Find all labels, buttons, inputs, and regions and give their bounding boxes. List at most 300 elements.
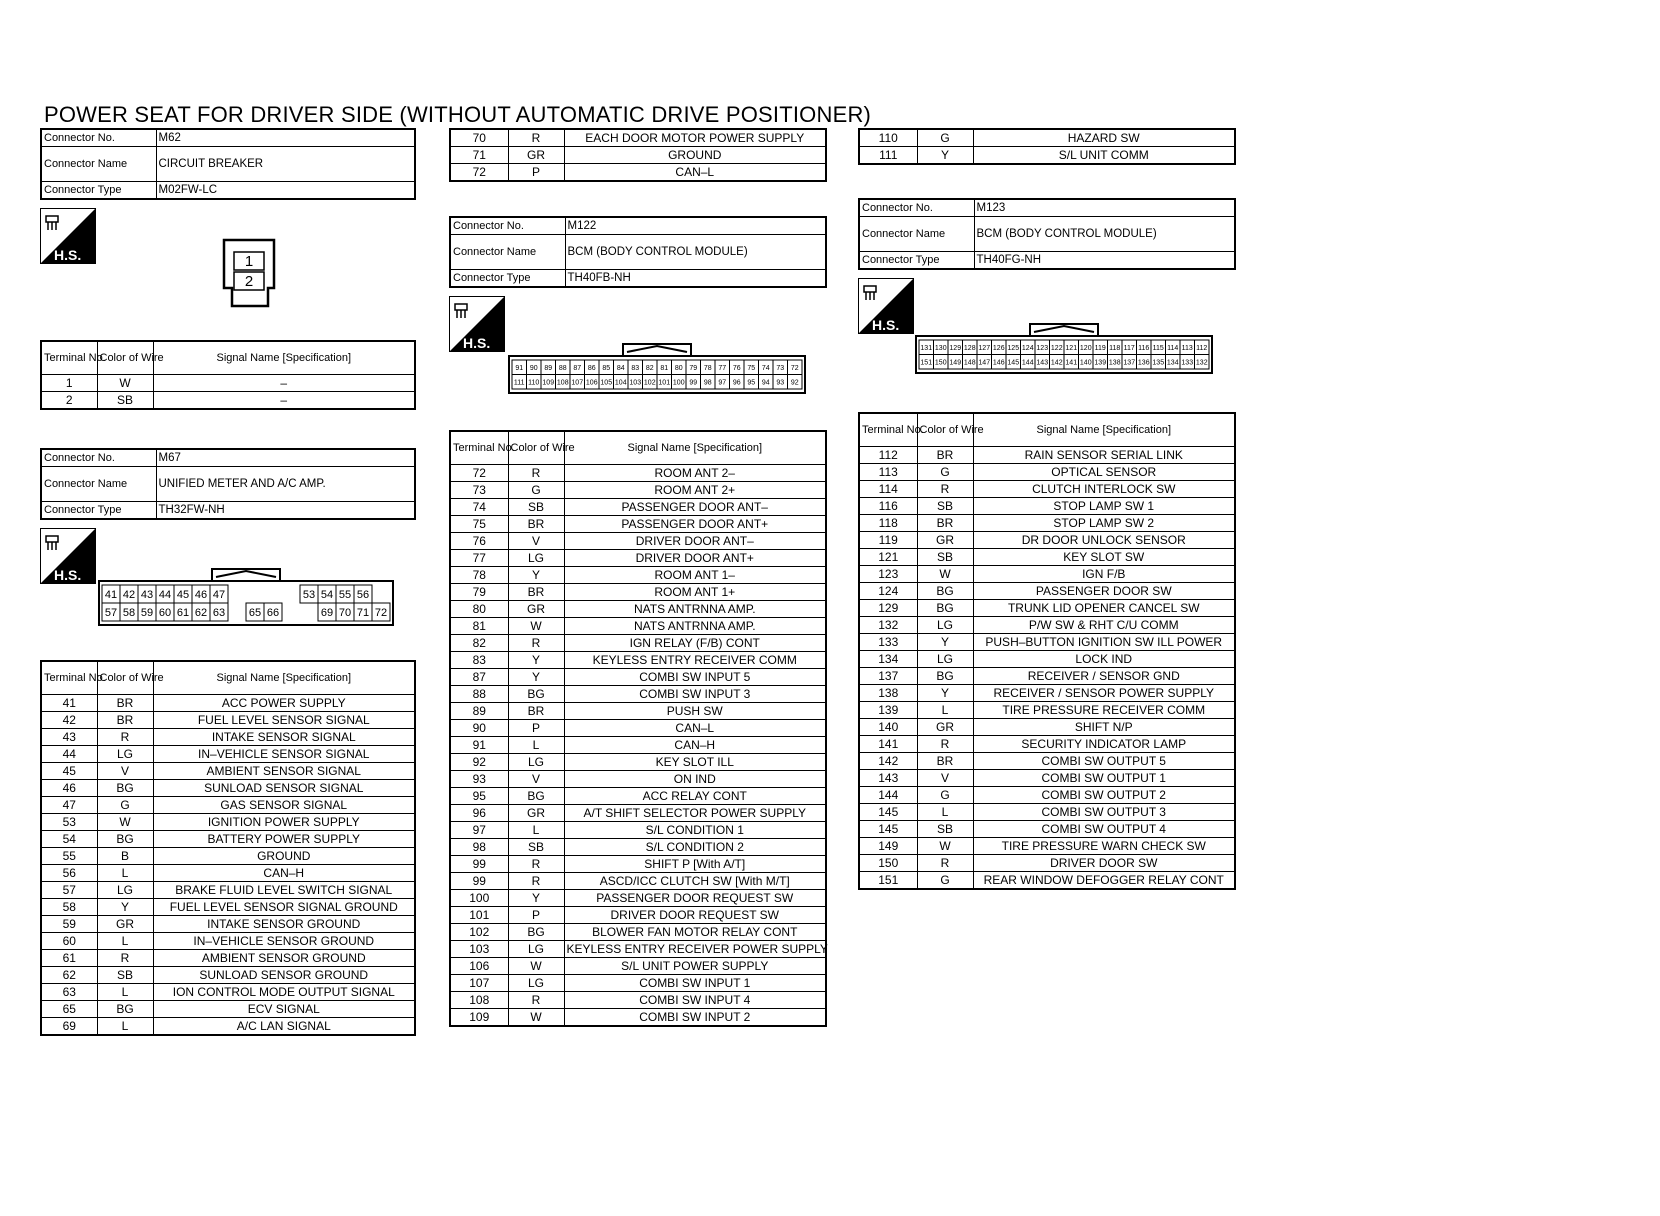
- terminal-no-cell: 80: [450, 601, 508, 618]
- wire-color-cell: LG: [508, 550, 564, 567]
- terminal-row: [859, 129, 1235, 147]
- wire-color-cell: GR: [917, 719, 973, 736]
- signal-name-cell: COMBI SW INPUT 1: [564, 975, 826, 992]
- hs-label: H.S.: [54, 247, 82, 263]
- signal-name-cell: COMBI SW OUTPUT 3: [973, 804, 1235, 821]
- wire-color-cell: BR: [917, 753, 973, 770]
- terminal-no-cell: 60: [41, 933, 97, 950]
- connector-name-label: Connector Name: [41, 147, 156, 182]
- pin-label: 59: [140, 606, 154, 619]
- connector-no-value: M123: [974, 199, 1235, 217]
- signal-name-cell: –: [153, 375, 415, 392]
- terminal-row: [450, 516, 826, 533]
- pin-label: 75: [747, 364, 756, 372]
- terminal-no-cell: 63: [41, 984, 97, 1001]
- signal-name-cell: FUEL LEVEL SENSOR SIGNAL GROUND: [153, 899, 415, 916]
- terminal-row: [450, 907, 826, 924]
- terminal-row: [41, 746, 415, 763]
- pin-label: 56: [356, 588, 370, 601]
- signal-name-cell: A/C LAN SIGNAL: [153, 1018, 415, 1036]
- wire-color-cell: LG: [97, 746, 153, 763]
- pin-label: 76: [732, 364, 741, 372]
- terminal-row: [450, 584, 826, 601]
- pin-label: 94: [761, 379, 770, 387]
- terminal-row: [859, 147, 1235, 165]
- pin-label: 139: [1094, 359, 1107, 367]
- wire-color-cell: BG: [508, 924, 564, 941]
- terminal-no-cell: 65: [41, 1001, 97, 1018]
- pin-label: 137: [1123, 359, 1136, 367]
- terminal-row: [859, 787, 1235, 804]
- pin-label: 141: [1065, 359, 1078, 367]
- signal-header: Signal Name [Specification]: [564, 431, 826, 465]
- terminal-no-cell: 107: [450, 975, 508, 992]
- wire-color-cell: B: [97, 848, 153, 865]
- signal-name-cell: COMBI SW OUTPUT 4: [973, 821, 1235, 838]
- terminal-no-cell: 95: [450, 788, 508, 805]
- pin-label: 102: [643, 379, 656, 387]
- signal-name-cell: EACH DOOR MOTOR POWER SUPPLY: [564, 129, 826, 147]
- wire-color-cell: Y: [97, 899, 153, 916]
- wire-color-cell: R: [97, 950, 153, 967]
- pin-label: 66: [266, 606, 280, 619]
- pin-label: 95: [747, 379, 756, 387]
- terminal-no-cell: 76: [450, 533, 508, 550]
- terminal-no-cell: 144: [859, 787, 917, 804]
- pin-label: 1: [244, 253, 254, 270]
- terminal-row: [859, 600, 1235, 617]
- pin-label: 73: [776, 364, 785, 372]
- pin-label: 136: [1137, 359, 1150, 367]
- pin-label: 57: [104, 606, 118, 619]
- terminal-row: [450, 771, 826, 788]
- terminal-row: [859, 702, 1235, 719]
- wire-color-cell: R: [508, 856, 564, 873]
- wire-color-cell: GR: [508, 147, 564, 164]
- wire-color-cell: R: [508, 465, 564, 482]
- page-title: POWER SEAT FOR DRIVER SIDE (WITHOUT AUTOMATIC DRIVE POSITIONER): [44, 102, 872, 127]
- pin-label: 116: [1138, 344, 1150, 352]
- pin-label: 138: [1108, 359, 1121, 367]
- terminal-no-cell: 45: [41, 763, 97, 780]
- signal-name-cell: HAZARD SW: [973, 129, 1235, 147]
- terminal-row: [450, 686, 826, 703]
- wire-color-cell: Y: [917, 685, 973, 702]
- terminal-no-cell: 134: [859, 651, 917, 668]
- pin-label: 130: [934, 344, 947, 352]
- pin-label: 92: [790, 379, 799, 387]
- terminal-row: [859, 498, 1235, 515]
- pin-label: 131: [920, 344, 933, 352]
- terminal-row: [41, 865, 415, 882]
- pin-label: 126: [992, 344, 1005, 352]
- terminal-row: [450, 129, 826, 147]
- pin-label: 90: [529, 364, 538, 372]
- terminal-no-cell: 54: [41, 831, 97, 848]
- color-header: Color of Wire: [508, 431, 564, 465]
- terminal-no-cell: 145: [859, 804, 917, 821]
- pin-label: 125: [1007, 344, 1020, 352]
- terminal-no-cell: 106: [450, 958, 508, 975]
- color-header: Color of Wire: [97, 341, 153, 375]
- pin-label: 70: [338, 606, 352, 619]
- terminal-no-cell: 142: [859, 753, 917, 770]
- signal-name-cell: GAS SENSOR SIGNAL: [153, 797, 415, 814]
- signal-name-cell: BLOWER FAN MOTOR RELAY CONT: [564, 924, 826, 941]
- terminal-no-cell: 102: [450, 924, 508, 941]
- terminal-no-cell: 75: [450, 516, 508, 533]
- terminal-no-cell: 132: [859, 617, 917, 634]
- terminal-row: [859, 855, 1235, 872]
- wire-color-cell: BR: [508, 703, 564, 720]
- pin-label: 85: [602, 364, 611, 372]
- connector-name-label: Connector Name: [450, 235, 565, 270]
- terminal-row: [450, 652, 826, 669]
- pin-label: 145: [1007, 359, 1020, 367]
- wire-color-cell: BG: [508, 788, 564, 805]
- terminal-table-m123: [858, 412, 1236, 890]
- signal-name-cell: CAN–L: [564, 164, 826, 182]
- wire-color-cell: Y: [917, 634, 973, 651]
- pin-label: 135: [1152, 359, 1165, 367]
- terminal-row: [450, 482, 826, 499]
- signal-name-cell: S/L CONDITION 1: [564, 822, 826, 839]
- terminal-row: [859, 447, 1235, 464]
- terminal-no-cell: 78: [450, 567, 508, 584]
- wire-color-cell: G: [917, 872, 973, 890]
- signal-name-cell: COMBI SW OUTPUT 1: [973, 770, 1235, 787]
- signal-name-cell: STOP LAMP SW 2: [973, 515, 1235, 532]
- pin-label: 99: [689, 379, 698, 387]
- harness-side-icon: [40, 528, 96, 584]
- pin-label: 104: [614, 379, 627, 387]
- terminal-no-cell: 82: [450, 635, 508, 652]
- connector-no-value: M122: [565, 217, 826, 235]
- pin-label: 110: [528, 379, 540, 387]
- connector-no-label: Connector No.: [859, 199, 974, 217]
- pin-label: 146: [992, 359, 1005, 367]
- terminal-no-cell: 140: [859, 719, 917, 736]
- pin-label: 96: [732, 379, 741, 387]
- wire-color-cell: W: [917, 838, 973, 855]
- wire-color-cell: G: [508, 482, 564, 499]
- connector-type-value: M02FW-LC: [156, 182, 415, 200]
- signal-name-cell: DRIVER DOOR ANT+: [564, 550, 826, 567]
- signal-name-cell: COMBI SW INPUT 4: [564, 992, 826, 1009]
- wire-color-cell: SB: [508, 499, 564, 516]
- terminal-row: [450, 737, 826, 754]
- signal-name-cell: ROOM ANT 1+: [564, 584, 826, 601]
- terminal-no-cell: 70: [450, 129, 508, 147]
- pin-label: 2: [244, 273, 254, 290]
- pin-label: 55: [338, 588, 352, 601]
- hs-label: H.S.: [54, 567, 82, 583]
- pin-label: 61: [176, 606, 190, 619]
- terminal-row: [41, 950, 415, 967]
- wire-color-cell: BG: [917, 668, 973, 685]
- connector-info-m123: [858, 198, 1236, 270]
- wire-color-cell: L: [97, 865, 153, 882]
- signal-name-cell: LOCK IND: [973, 651, 1235, 668]
- connector-face-m122: [508, 340, 812, 396]
- wire-color-cell: V: [508, 771, 564, 788]
- terminal-row: [41, 899, 415, 916]
- terminal-no-cell: 137: [859, 668, 917, 685]
- signal-name-cell: PASSENGER DOOR ANT–: [564, 499, 826, 516]
- wire-color-cell: BR: [917, 447, 973, 464]
- terminal-no-cell: 44: [41, 746, 97, 763]
- wire-color-cell: BR: [508, 516, 564, 533]
- terminal-row: [450, 822, 826, 839]
- pin-label: 58: [122, 606, 136, 619]
- signal-name-cell: AMBIENT SENSOR GROUND: [153, 950, 415, 967]
- terminal-no-cell: 97: [450, 822, 508, 839]
- signal-name-cell: KEYLESS ENTRY RECEIVER POWER SUPPLY: [564, 941, 826, 958]
- signal-name-cell: SUNLOAD SENSOR GROUND: [153, 967, 415, 984]
- pin-label: 100: [672, 379, 685, 387]
- color-header: Color of Wire: [97, 661, 153, 695]
- terminal-no-cell: 55: [41, 848, 97, 865]
- wire-color-cell: L: [508, 822, 564, 839]
- pin-label: 77: [718, 364, 727, 372]
- connector-name-label: Connector Name: [859, 217, 974, 252]
- signal-name-cell: IN–VEHICLE SENSOR GROUND: [153, 933, 415, 950]
- terminal-no-cell: 46: [41, 780, 97, 797]
- pin-label: 81: [660, 364, 669, 372]
- terminal-row: [859, 515, 1235, 532]
- wire-color-cell: P: [508, 164, 564, 182]
- pin-label: 88: [558, 364, 567, 372]
- terminal-table-m67-continued: [449, 128, 827, 182]
- signal-name-cell: CAN–H: [564, 737, 826, 754]
- pin-label: 78: [703, 364, 712, 372]
- wire-color-cell: BG: [917, 583, 973, 600]
- connector-type-value: TH32FW-NH: [156, 502, 415, 520]
- signal-name-cell: COMBI SW INPUT 3: [564, 686, 826, 703]
- terminal-no-cell: 92: [450, 754, 508, 771]
- terminal-no-cell: 116: [859, 498, 917, 515]
- terminal-row: [859, 804, 1235, 821]
- pin-label: 143: [1036, 359, 1049, 367]
- harness-side-icon: [449, 296, 505, 352]
- signal-name-cell: INTAKE SENSOR SIGNAL: [153, 729, 415, 746]
- terminal-no-cell: 58: [41, 899, 97, 916]
- pin-label: 115: [1152, 344, 1164, 352]
- wire-color-cell: R: [508, 873, 564, 890]
- terminal-no-cell: 151: [859, 872, 917, 890]
- terminal-row: [450, 788, 826, 805]
- pin-label: 69: [320, 606, 334, 619]
- terminal-no-cell: 61: [41, 950, 97, 967]
- signal-name-cell: ACC RELAY CONT: [564, 788, 826, 805]
- wire-color-cell: BG: [97, 831, 153, 848]
- pin-label: 123: [1036, 344, 1049, 352]
- pin-label: 132: [1195, 359, 1208, 367]
- terminal-no-cell: 53: [41, 814, 97, 831]
- signal-name-cell: ASCD/ICC CLUTCH SW [With M/T]: [564, 873, 826, 890]
- wire-color-cell: Y: [508, 652, 564, 669]
- pin-label: 44: [158, 588, 172, 601]
- terminal-row: [450, 941, 826, 958]
- terminal-row: [41, 797, 415, 814]
- wire-color-cell: G: [917, 787, 973, 804]
- connector-no-label: Connector No.: [450, 217, 565, 235]
- signal-name-cell: –: [153, 392, 415, 410]
- terminal-row: [41, 967, 415, 984]
- wire-color-cell: R: [917, 481, 973, 498]
- pin-label: 129: [949, 344, 962, 352]
- wire-color-cell: BR: [97, 695, 153, 712]
- terminal-no-cell: 2: [41, 392, 97, 410]
- pin-label: 46: [194, 588, 208, 601]
- signal-name-cell: TRUNK LID OPENER CANCEL SW: [973, 600, 1235, 617]
- terminal-no-cell: 41: [41, 695, 97, 712]
- pin-label: 83: [631, 364, 640, 372]
- pin-label: 45: [176, 588, 190, 601]
- terminal-no-cell: 72: [450, 465, 508, 482]
- signal-name-cell: S/L CONDITION 2: [564, 839, 826, 856]
- signal-name-cell: A/T SHIFT SELECTOR POWER SUPPLY: [564, 805, 826, 822]
- signal-name-cell: OPTICAL SENSOR: [973, 464, 1235, 481]
- terminal-row: [41, 729, 415, 746]
- signal-name-cell: DR DOOR UNLOCK SENSOR: [973, 532, 1235, 549]
- terminal-row: [41, 831, 415, 848]
- pin-label: 41: [104, 588, 118, 601]
- pin-label: 43: [140, 588, 154, 601]
- pin-label: 72: [374, 606, 388, 619]
- wire-color-cell: L: [917, 702, 973, 719]
- signal-name-cell: NATS ANTRNNA AMP.: [564, 618, 826, 635]
- wire-color-cell: SB: [917, 821, 973, 838]
- signal-name-cell: ROOM ANT 1–: [564, 567, 826, 584]
- terminal-no-cell: 98: [450, 839, 508, 856]
- pin-label: 121: [1065, 344, 1078, 352]
- signal-name-cell: GROUND: [153, 848, 415, 865]
- harness-side-icon: [858, 278, 914, 334]
- hs-label: H.S.: [872, 317, 900, 333]
- wire-color-cell: R: [917, 736, 973, 753]
- wire-color-cell: BR: [508, 584, 564, 601]
- wire-color-cell: W: [508, 1009, 564, 1027]
- terminal-row: [450, 839, 826, 856]
- terminal-row: [859, 736, 1235, 753]
- terminal-no-cell: 101: [450, 907, 508, 924]
- terminal-row: [450, 754, 826, 771]
- terminal-row: [450, 669, 826, 686]
- terminal-row: [859, 651, 1235, 668]
- terminal-row: [41, 763, 415, 780]
- terminal-row: [859, 719, 1235, 736]
- wire-color-cell: Y: [917, 147, 973, 165]
- terminal-row: [859, 583, 1235, 600]
- signal-name-cell: ACC POWER SUPPLY: [153, 695, 415, 712]
- terminal-row: [41, 933, 415, 950]
- signal-name-cell: BRAKE FLUID LEVEL SWITCH SIGNAL: [153, 882, 415, 899]
- wire-color-cell: Y: [508, 890, 564, 907]
- wire-color-cell: Y: [508, 669, 564, 686]
- signal-name-cell: COMBI SW OUTPUT 5: [973, 753, 1235, 770]
- terminal-row: [450, 465, 826, 482]
- pin-label: 119: [1094, 344, 1106, 352]
- terminal-row: [450, 992, 826, 1009]
- terminal-no-cell: 74: [450, 499, 508, 516]
- signal-name-cell: SHIFT P [With A/T]: [564, 856, 826, 873]
- pin-label: 122: [1050, 344, 1063, 352]
- signal-name-cell: IN–VEHICLE SENSOR SIGNAL: [153, 746, 415, 763]
- terminal-no-cell: 123: [859, 566, 917, 583]
- terminal-no-cell: 143: [859, 770, 917, 787]
- signal-name-cell: SECURITY INDICATOR LAMP: [973, 736, 1235, 753]
- terminal-no-cell: 90: [450, 720, 508, 737]
- terminal-no-cell: 109: [450, 1009, 508, 1027]
- connector-name-value: BCM (BODY CONTROL MODULE): [974, 217, 1235, 252]
- signal-name-cell: KEY SLOT ILL: [564, 754, 826, 771]
- terminal-table-m122-continued: [858, 128, 1236, 165]
- signal-header: Signal Name [Specification]: [153, 661, 415, 695]
- terminal-row: [41, 1018, 415, 1036]
- connector-face-m123: [915, 320, 1219, 376]
- terminal-row: [450, 601, 826, 618]
- terminal-row: [859, 753, 1235, 770]
- signal-name-cell: ROOM ANT 2+: [564, 482, 826, 499]
- signal-name-cell: ON IND: [564, 771, 826, 788]
- terminal-row: [450, 550, 826, 567]
- terminal-no-cell: 77: [450, 550, 508, 567]
- signal-name-cell: RAIN SENSOR SERIAL LINK: [973, 447, 1235, 464]
- harness-side-icon: [40, 208, 96, 264]
- terminal-row: [859, 668, 1235, 685]
- terminal-no-cell: 150: [859, 855, 917, 872]
- pin-label: 118: [1109, 344, 1121, 352]
- wire-color-cell: G: [97, 797, 153, 814]
- terminal-row: [859, 464, 1235, 481]
- connector-name-value: CIRCUIT BREAKER: [156, 147, 415, 182]
- signal-name-cell: AMBIENT SENSOR SIGNAL: [153, 763, 415, 780]
- wire-color-cell: SB: [97, 967, 153, 984]
- signal-name-cell: IGNITION POWER SUPPLY: [153, 814, 415, 831]
- wire-color-cell: GR: [508, 601, 564, 618]
- pin-label: 108: [556, 379, 569, 387]
- pin-label: 97: [718, 379, 727, 387]
- wire-color-cell: L: [508, 737, 564, 754]
- wire-color-cell: SB: [97, 392, 153, 410]
- connector-info-m67: [40, 448, 416, 520]
- terminal-no-cell: 72: [450, 164, 508, 182]
- terminal-row: [859, 566, 1235, 583]
- signal-name-cell: ECV SIGNAL: [153, 1001, 415, 1018]
- terminal-no-cell: 110: [859, 129, 917, 147]
- connector-no-label: Connector No.: [41, 449, 156, 467]
- terminal-row: [41, 984, 415, 1001]
- wire-color-cell: BG: [508, 686, 564, 703]
- terminal-no-cell: 93: [450, 771, 508, 788]
- signal-name-cell: REAR WINDOW DEFOGGER RELAY CONT: [973, 872, 1235, 890]
- signal-name-cell: COMBI SW INPUT 5: [564, 669, 826, 686]
- terminal-no-cell: 96: [450, 805, 508, 822]
- wire-color-cell: LG: [917, 651, 973, 668]
- terminal-row: [41, 712, 415, 729]
- terminal-no-header: Terminal No.: [450, 431, 508, 465]
- wire-color-cell: SB: [917, 498, 973, 515]
- pin-label: 42: [122, 588, 136, 601]
- pin-label: 63: [212, 606, 226, 619]
- signal-name-cell: P/W SW & RHT C/U COMM: [973, 617, 1235, 634]
- wire-color-cell: W: [508, 958, 564, 975]
- wire-color-cell: W: [97, 814, 153, 831]
- terminal-no-cell: 111: [859, 147, 917, 165]
- signal-name-cell: DRIVER DOOR REQUEST SW: [564, 907, 826, 924]
- pin-label: 151: [920, 359, 933, 367]
